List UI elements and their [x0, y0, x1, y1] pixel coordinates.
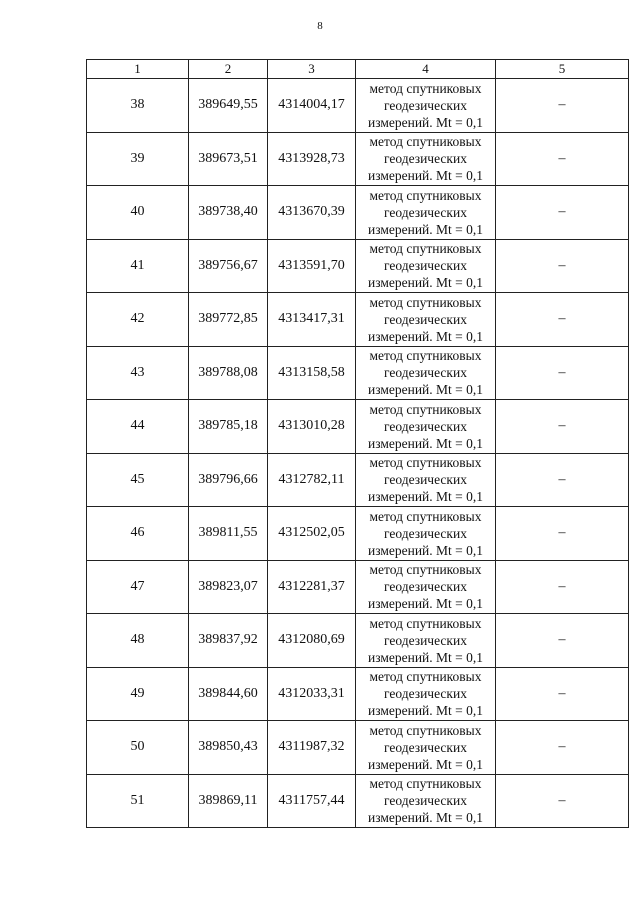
table-row — [87, 560, 629, 614]
y-coordinate-cell: 4313417,31 — [268, 293, 356, 347]
table-row — [87, 400, 629, 454]
method-line: измерений. Mt = 0,1 — [367, 435, 484, 451]
method-cell — [356, 239, 496, 293]
method-line: измерений. Mt = 0,1 — [367, 114, 484, 130]
method-line: геодезических — [384, 311, 467, 327]
method-line: геодезических — [384, 365, 467, 381]
method-cell — [356, 507, 496, 561]
point-number-cell: 46 — [87, 507, 189, 561]
table-row — [87, 79, 629, 133]
method-cell — [356, 186, 496, 240]
column-header-4: 4 — [356, 60, 496, 79]
method-line: геодезических — [384, 258, 467, 274]
y-coordinate-cell: 4311757,44 — [268, 774, 356, 828]
x-coordinate-cell: 389850,43 — [189, 721, 268, 775]
y-coordinate-cell: 4313928,73 — [268, 132, 356, 186]
note-cell: – — [496, 453, 629, 507]
point-number-cell: 42 — [87, 293, 189, 347]
note-cell: – — [496, 560, 629, 614]
method-line: измерений. Mt = 0,1 — [367, 756, 484, 772]
point-number-cell: 49 — [87, 667, 189, 721]
y-coordinate-cell: 4314004,17 — [268, 79, 356, 133]
method-line: геодезических — [384, 418, 467, 434]
y-coordinate-cell: 4311987,32 — [268, 721, 356, 775]
method-line: геодезических — [384, 579, 467, 595]
y-coordinate-cell: 4312502,05 — [268, 507, 356, 561]
method-line: метод спутниковых — [369, 776, 482, 792]
method-line: метод спутниковых — [369, 508, 482, 524]
note-cell: – — [496, 400, 629, 454]
method-cell — [356, 132, 496, 186]
page-number: 8 — [317, 20, 323, 32]
x-coordinate-cell: 389796,66 — [189, 453, 268, 507]
note-cell: – — [496, 79, 629, 133]
method-line: геодезических — [384, 739, 467, 755]
method-cell — [356, 721, 496, 775]
method-line: метод спутниковых — [369, 187, 482, 203]
method-line: измерений. Mt = 0,1 — [367, 168, 484, 184]
note-cell: – — [496, 132, 629, 186]
y-coordinate-cell: 4313010,28 — [268, 400, 356, 454]
method-line: метод спутниковых — [369, 455, 482, 471]
method-line: метод спутниковых — [369, 722, 482, 738]
method-line: геодезических — [384, 472, 467, 488]
x-coordinate-cell: 389788,08 — [189, 346, 268, 400]
x-coordinate-cell: 389673,51 — [189, 132, 268, 186]
method-cell — [356, 79, 496, 133]
x-coordinate-cell: 389738,40 — [189, 186, 268, 240]
y-coordinate-cell: 4312782,11 — [268, 453, 356, 507]
y-coordinate-cell: 4313158,58 — [268, 346, 356, 400]
method-line: метод спутниковых — [369, 562, 482, 578]
y-coordinate-cell: 4312281,37 — [268, 560, 356, 614]
method-cell — [356, 560, 496, 614]
method-line: измерений. Mt = 0,1 — [367, 489, 484, 505]
note-cell: – — [496, 667, 629, 721]
y-coordinate-cell: 4313591,70 — [268, 239, 356, 293]
method-cell — [356, 346, 496, 400]
point-number-cell: 38 — [87, 79, 189, 133]
method-line: измерений. Mt = 0,1 — [367, 382, 484, 398]
method-line: геодезических — [384, 632, 467, 648]
method-line: измерений. Mt = 0,1 — [367, 542, 484, 558]
table-row — [87, 721, 629, 775]
table-row — [87, 507, 629, 561]
note-cell: – — [496, 721, 629, 775]
point-number-cell: 44 — [87, 400, 189, 454]
method-line: метод спутниковых — [369, 294, 482, 310]
note-cell: – — [496, 614, 629, 668]
method-cell — [356, 293, 496, 347]
method-line: измерений. Mt = 0,1 — [367, 328, 484, 344]
x-coordinate-cell: 389811,55 — [189, 507, 268, 561]
x-coordinate-cell: 389649,55 — [189, 79, 268, 133]
table-row — [87, 346, 629, 400]
column-header-3: 3 — [268, 60, 356, 79]
table-row — [87, 293, 629, 347]
table-row — [87, 239, 629, 293]
method-line: измерений. Mt = 0,1 — [367, 221, 484, 237]
coordinates-table — [86, 59, 629, 828]
method-line: геодезических — [384, 97, 467, 113]
point-number-cell: 50 — [87, 721, 189, 775]
table-row — [87, 614, 629, 668]
point-number-cell: 39 — [87, 132, 189, 186]
method-line: геодезических — [384, 793, 467, 809]
method-line: метод спутниковых — [369, 348, 482, 364]
x-coordinate-cell: 389785,18 — [189, 400, 268, 454]
method-line: геодезических — [384, 525, 467, 541]
method-cell — [356, 453, 496, 507]
method-line: геодезических — [384, 151, 467, 167]
method-line: измерений. Mt = 0,1 — [367, 275, 484, 291]
method-line: метод спутниковых — [369, 134, 482, 150]
method-line: измерений. Mt = 0,1 — [367, 810, 484, 826]
point-number-cell: 43 — [87, 346, 189, 400]
y-coordinate-cell: 4312080,69 — [268, 614, 356, 668]
table-row — [87, 667, 629, 721]
x-coordinate-cell: 389823,07 — [189, 560, 268, 614]
method-cell — [356, 774, 496, 828]
note-cell: – — [496, 186, 629, 240]
method-line: измерений. Mt = 0,1 — [367, 649, 484, 665]
method-cell — [356, 400, 496, 454]
method-line: метод спутниковых — [369, 401, 482, 417]
method-line: геодезических — [384, 204, 467, 220]
x-coordinate-cell: 389837,92 — [189, 614, 268, 668]
method-line: метод спутниковых — [369, 241, 482, 257]
method-line: метод спутниковых — [369, 80, 482, 96]
y-coordinate-cell: 4312033,31 — [268, 667, 356, 721]
x-coordinate-cell: 389756,67 — [189, 239, 268, 293]
note-cell: – — [496, 507, 629, 561]
table-row — [87, 453, 629, 507]
table-body — [87, 79, 629, 828]
method-cell — [356, 667, 496, 721]
table-header-row — [87, 60, 629, 79]
note-cell: – — [496, 774, 629, 828]
method-line: метод спутниковых — [369, 669, 482, 685]
note-cell: – — [496, 239, 629, 293]
column-header-5: 5 — [496, 60, 629, 79]
method-line: измерений. Mt = 0,1 — [367, 703, 484, 719]
method-line: геодезических — [384, 686, 467, 702]
note-cell: – — [496, 293, 629, 347]
method-line: метод спутниковых — [369, 615, 482, 631]
table-row — [87, 186, 629, 240]
column-header-2: 2 — [189, 60, 268, 79]
point-number-cell: 41 — [87, 239, 189, 293]
method-cell — [356, 614, 496, 668]
point-number-cell: 40 — [87, 186, 189, 240]
method-line: измерений. Mt = 0,1 — [367, 596, 484, 612]
x-coordinate-cell: 389772,85 — [189, 293, 268, 347]
table-row — [87, 774, 629, 828]
y-coordinate-cell: 4313670,39 — [268, 186, 356, 240]
point-number-cell: 47 — [87, 560, 189, 614]
point-number-cell: 45 — [87, 453, 189, 507]
x-coordinate-cell: 389869,11 — [189, 774, 268, 828]
table-row — [87, 132, 629, 186]
note-cell: – — [496, 346, 629, 400]
point-number-cell: 51 — [87, 774, 189, 828]
x-coordinate-cell: 389844,60 — [189, 667, 268, 721]
column-header-1: 1 — [87, 60, 189, 79]
point-number-cell: 48 — [87, 614, 189, 668]
